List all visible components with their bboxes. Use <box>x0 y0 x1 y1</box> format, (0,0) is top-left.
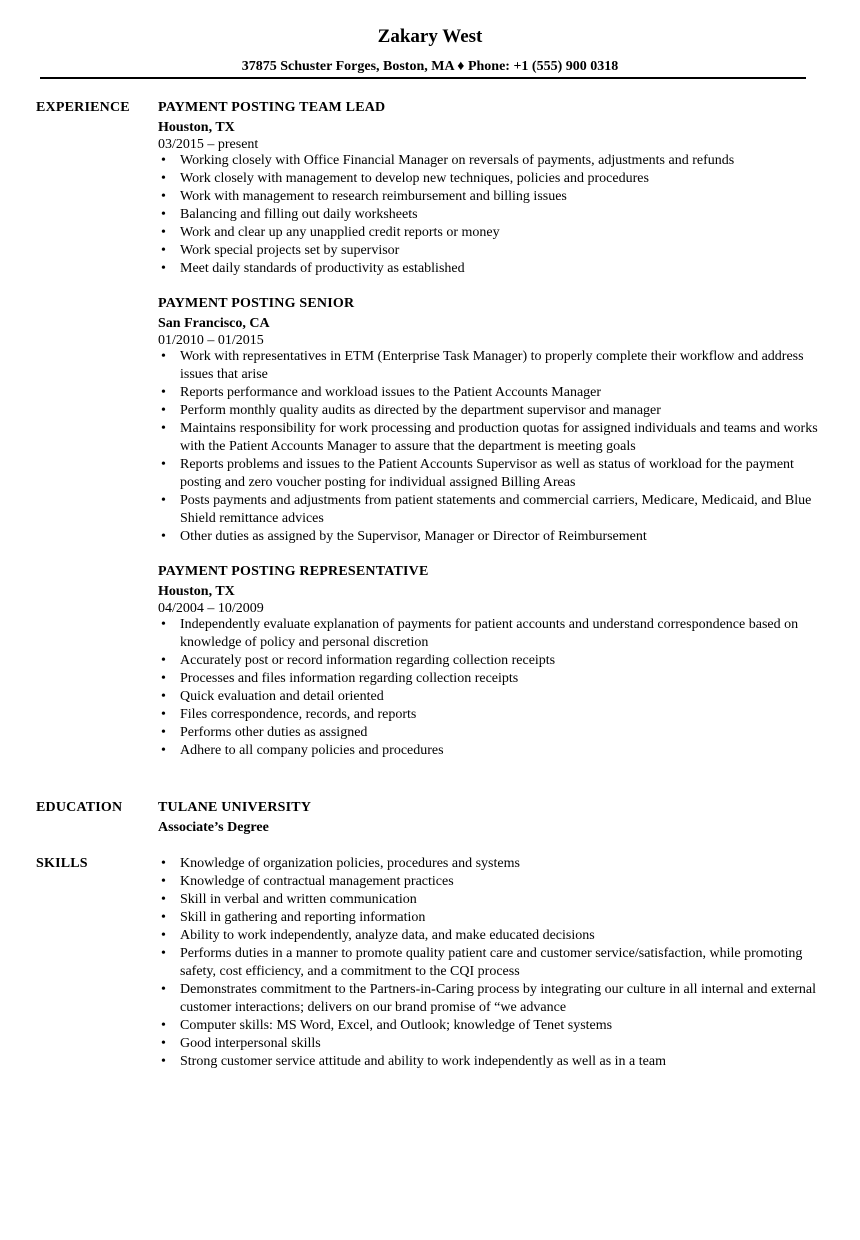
job-duty: • Adhere to all company policies and procedures <box>158 742 818 760</box>
job-duty: • Quick evaluation and detail oriented <box>158 688 818 706</box>
job-location: Houston, TX <box>158 120 235 135</box>
job-duty: • Working closely with Office Financial Manager on reversals of payments, adjustments and refunds <box>158 152 818 170</box>
job-duty: • Posts payments and adjustments from patient statements and commercial carriers, Medicare, Medicaid, and Blue Shield remittance advices <box>158 492 818 528</box>
job-duties-list <box>158 616 818 760</box>
job-duty: • Perform monthly quality audits as directed by the department supervisor and manager <box>158 402 818 420</box>
skills-list <box>158 855 818 1071</box>
job-duty: • Balancing and filling out daily worksheets <box>158 206 818 224</box>
job-duty: • Accurately post or record information regarding collection receipts <box>158 652 818 670</box>
skill-item: • Knowledge of organization policies, procedures and systems <box>158 855 818 873</box>
job-location: Houston, TX <box>158 584 235 599</box>
skill-item: • Knowledge of contractual management practices <box>158 873 818 891</box>
skill-item: • Computer skills: MS Word, Excel, and Outlook; knowledge of Tenet systems <box>158 1017 818 1035</box>
job-duties-list <box>158 348 818 546</box>
job-entry <box>158 295 818 546</box>
contact-line: 37875 Schuster Forges, Boston, MA ♦ Phone: +1 (555) 900 0318 <box>241 59 619 74</box>
skill-item: • Good interpersonal skills <box>158 1035 818 1053</box>
job-location: San Francisco, CA <box>158 316 270 331</box>
skill-item: • Skill in gathering and reporting information <box>158 909 818 927</box>
section-label-skills: SKILLS <box>36 856 88 871</box>
job-duties-list <box>158 152 818 278</box>
job-duty: • Reports performance and workload issues to the Patient Accounts Manager <box>158 384 818 402</box>
job-duty: • Work with representatives in ETM (Enterprise Task Manager) to properly complete their workflow and address issues that arise <box>158 348 818 384</box>
skill-item: • Ability to work independently, analyze data, and make educated decisions <box>158 927 818 945</box>
job-duty: • Independently evaluate explanation of payments for patient accounts and understand correspondence based on knowledge of policy and personal discretion <box>158 616 818 652</box>
job-duty: • Meet daily standards of productivity as established <box>158 260 818 278</box>
job-duty: • Other duties as assigned by the Supervisor, Manager or Director of Reimbursement <box>158 528 818 546</box>
header-divider <box>40 77 806 79</box>
skill-item: • Demonstrates commitment to the Partners-in-Caring process by integrating our culture in all internal and external customer interactions; delivers on our brand promise of “we advance <box>158 981 818 1017</box>
job-title: PAYMENT POSTING TEAM LEAD <box>158 100 386 115</box>
job-dates: 01/2010 – 01/2015 <box>158 333 264 348</box>
job-duty: • Performs other duties as assigned <box>158 724 818 742</box>
job-title: PAYMENT POSTING REPRESENTATIVE <box>158 564 429 579</box>
job-title: PAYMENT POSTING SENIOR <box>158 296 355 311</box>
skill-item: • Performs duties in a manner to promote quality patient care and customer service/satisfaction, while promoting safety, cost efficiency, and a commitment to the CQI process <box>158 945 818 981</box>
job-dates: 04/2004 – 10/2009 <box>158 601 264 616</box>
job-dates: 03/2015 – present <box>158 137 259 152</box>
education-body <box>158 799 818 837</box>
section-label-education: EDUCATION <box>36 800 123 815</box>
skill-item: • Strong customer service attitude and ability to work independently as well as in a team <box>158 1053 818 1071</box>
job-duty: • Reports problems and issues to the Patient Accounts Supervisor as well as status of workload for the payment posting and zero voucher posting for individual assigned Billing Areas <box>158 456 818 492</box>
job-duty: • Work closely with management to develop new techniques, policies and procedures <box>158 170 818 188</box>
degree: Associate’s Degree <box>158 820 269 835</box>
job-entry <box>158 563 818 760</box>
skills-body <box>158 855 818 1071</box>
job-duty: • Processes and files information regarding collection receipts <box>158 670 818 688</box>
job-duty: • Work with management to research reimbursement and billing issues <box>158 188 818 206</box>
job-duty: • Maintains responsibility for work processing and production quotas for assigned individuals and teams and works with the Patient Accounts Manager to assure that the department is meeting goals <box>158 420 818 456</box>
section-label-experience: EXPERIENCE <box>36 100 130 115</box>
job-duty: • Files correspondence, records, and reports <box>158 706 818 724</box>
job-duty: • Work and clear up any unapplied credit reports or money <box>158 224 818 242</box>
skill-item: • Skill in verbal and written communication <box>158 891 818 909</box>
job-entry <box>158 99 818 278</box>
job-duty: • Work special projects set by supervisor <box>158 242 818 260</box>
school-name: TULANE UNIVERSITY <box>158 800 312 815</box>
experience-body <box>158 99 818 777</box>
candidate-name: Zakary West <box>377 26 483 47</box>
